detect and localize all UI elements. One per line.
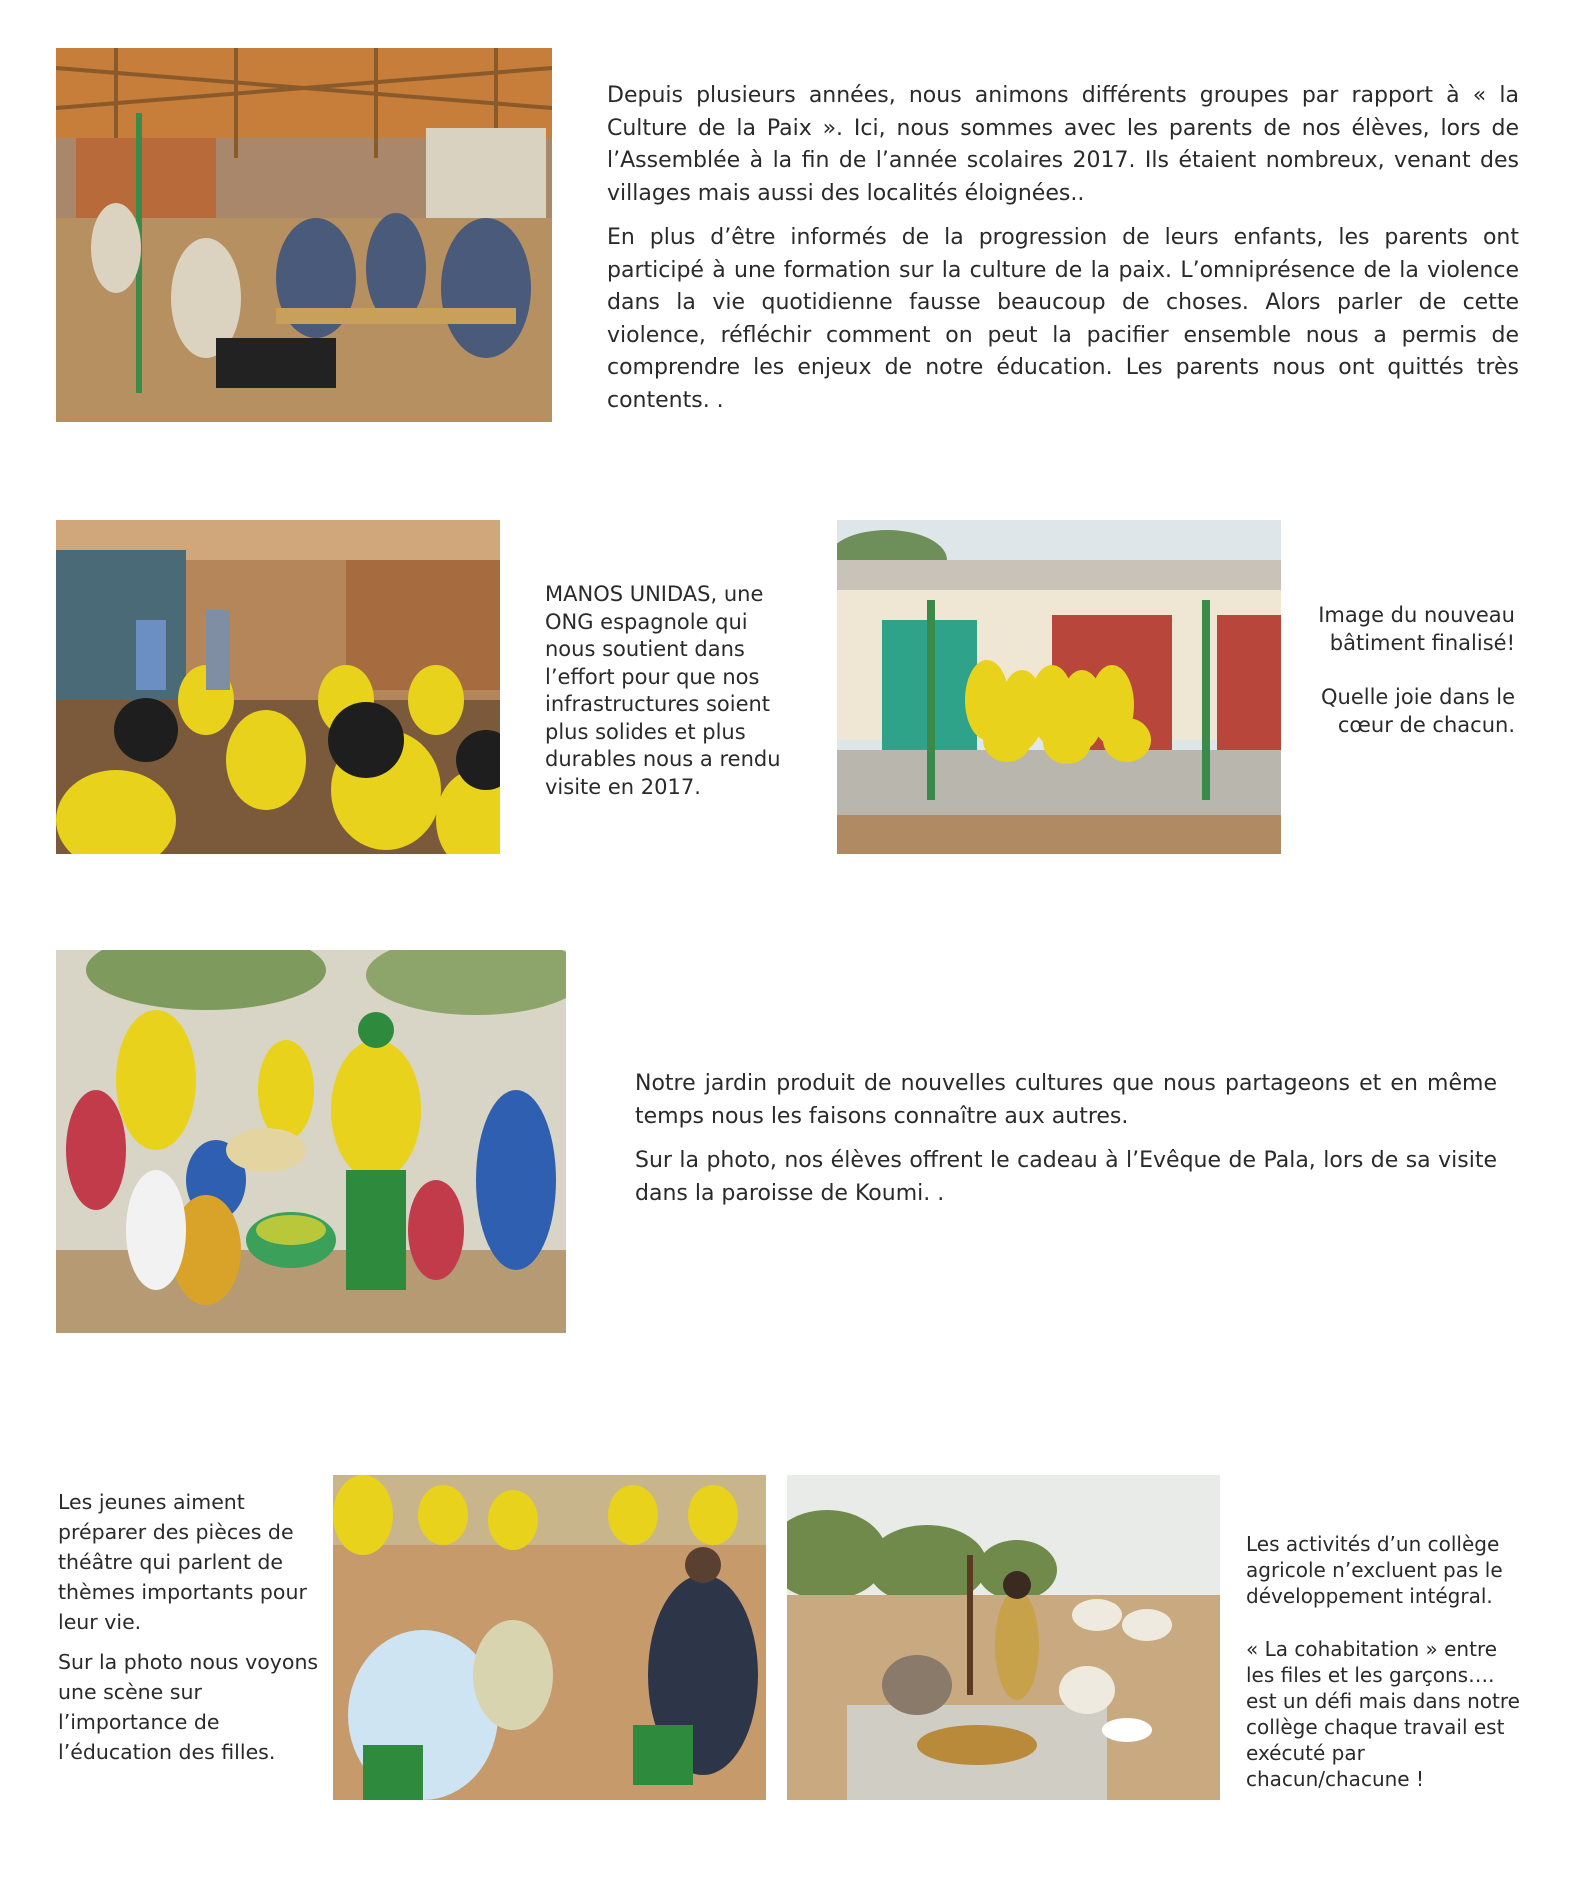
- photo-manos-unidas-visit: [56, 520, 500, 854]
- section3-paragraph-1: Notre jardin produit de nouvelles cultures que nous partageons et en même temps nous les faisons connaître aux autres.: [635, 1071, 1497, 1129]
- section4-left-text: [58, 1487, 320, 1794]
- new-building-caption: Image du nouveau bâtiment finalisé!: [1318, 603, 1515, 655]
- photo-parents-assembly: [56, 48, 552, 422]
- photo-new-building: [837, 520, 1281, 854]
- section3-text: [635, 1068, 1497, 1222]
- photo-theatre-scene: [333, 1475, 766, 1800]
- classroom-shelter-photo-icon: [56, 48, 552, 422]
- section1-paragraph-2: En plus d’être informés de la progression de leurs enfants, les parents ont participé à une formation sur la culture de la paix. L’omniprésence de la violence dans la vie quotidienne fausse beaucoup de choses. Alors parler de cette violence, réfléchir comment on peut la pacifier ensemble nous a permis de comprendre les enjeux de notre éducation. Les parents nous ont quittés très contents. .: [607, 225, 1519, 413]
- photo-agricultural-work: [787, 1475, 1220, 1800]
- garden-gift-photo-icon: [56, 950, 566, 1333]
- section2-left-text: [545, 581, 785, 828]
- girls-education-caption: Sur la photo nous voyons une scène sur l’importance de l’éducation des filles.: [58, 1650, 319, 1764]
- classroom-visit-photo-icon: [56, 520, 500, 854]
- manos-unidas-caption: MANOS UNIDAS, une ONG espagnole qui nous soutient dans l’effort pour que nos infrastructures soient plus solides et plus durables nous a rendu visite en 2017.: [545, 582, 781, 799]
- theatre-scene-photo-icon: [333, 1475, 766, 1800]
- photo-garden-gift: [56, 950, 566, 1333]
- cohabitation-caption: « La cohabitation » entre les files et les garçons…. est un défi mais dans notre collège chaque travail est exécuté par chacun/chacune !: [1246, 1637, 1520, 1791]
- section3-paragraph-2: Sur la photo, nos élèves offrent le cadeau à l’Evêque de Pala, lors de sa visite dans la paroisse de Koumi. .: [635, 1148, 1497, 1206]
- section2-right-text: [1310, 602, 1515, 766]
- section4-right-text: [1246, 1531, 1521, 1819]
- new-building-photo-icon: [837, 520, 1281, 854]
- agricultural-work-photo-icon: [787, 1475, 1220, 1800]
- section1-paragraph-1: Depuis plusieurs années, nous animons différents groupes par rapport à « la Culture de la Paix ». Ici, nous sommes avec les parents de nos élèves, lors de l’Assemblée à la fin de l’année scolaires 2017. Ils étaient nombreux, venant des villages mais aussi des localités éloignées..: [607, 83, 1519, 206]
- joy-caption: Quelle joie dans le cœur de chacun.: [1320, 685, 1515, 737]
- agricultural-college-caption: Les activités d’un collège agricole n’excluent pas le développement intégral.: [1246, 1532, 1503, 1608]
- section1-text: [607, 80, 1519, 429]
- theatre-caption: Les jeunes aiment préparer des pièces de théâtre qui parlent de thèmes importants pour leur vie.: [58, 1490, 307, 1634]
